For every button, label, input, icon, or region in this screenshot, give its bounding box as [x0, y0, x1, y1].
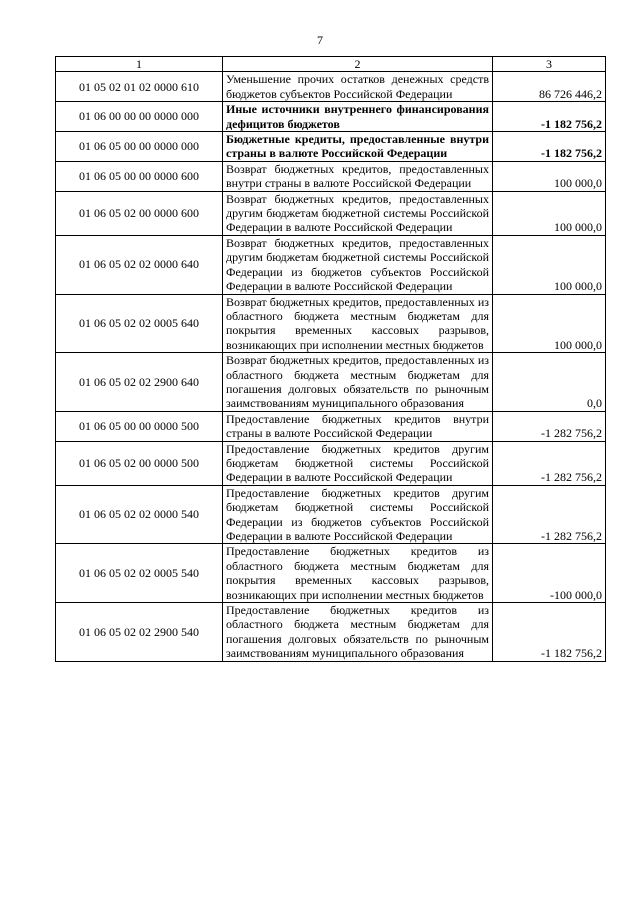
table-row [56, 161, 606, 191]
amount-cell: 100 000,0 [493, 294, 606, 353]
code-cell: 01 06 05 02 02 2900 640 [56, 353, 223, 412]
code-cell: 01 05 02 01 02 0000 610 [56, 72, 223, 102]
description-cell: Возврат бюджетных кредитов, предоставленных другим бюджетам бюджетной системы Российской Федерации в валюте Российской Федерации [223, 191, 493, 235]
column-header-code: 1 [56, 57, 223, 72]
amount-cell: -1 182 756,2 [493, 132, 606, 162]
description-cell: Предоставление бюджетных кредитов внутри страны в валюте Российской Федерации [223, 411, 493, 441]
code-cell: 01 06 05 02 02 2900 540 [56, 603, 223, 662]
amount-cell: 100 000,0 [493, 191, 606, 235]
amount-cell: -1 282 756,2 [493, 441, 606, 485]
description-cell: Предоставление бюджетных кредитов из областного бюджета местным бюджетам для покрытия временных кассовых разрывов, возникающих при исполнении местных бюджетов [223, 544, 493, 603]
code-cell: 01 06 05 02 00 0000 600 [56, 191, 223, 235]
amount-cell: -100 000,0 [493, 544, 606, 603]
description-cell: Возврат бюджетных кредитов, предоставленных из областного бюджета местным бюджетам для покрытия временных кассовых разрывов, возникающих при исполнении местных бюджетов [223, 294, 493, 353]
table-row [56, 411, 606, 441]
code-cell: 01 06 05 02 02 0005 540 [56, 544, 223, 603]
amount-cell: 86 726 446,2 [493, 72, 606, 102]
amount-cell: -1 182 756,2 [493, 102, 606, 132]
code-cell: 01 06 00 00 00 0000 000 [56, 102, 223, 132]
table-row [56, 353, 606, 412]
table-row [56, 132, 606, 162]
column-header-amount: 3 [493, 57, 606, 72]
code-cell: 01 06 05 02 02 0005 640 [56, 294, 223, 353]
table-row [56, 485, 606, 544]
amount-cell: -1 282 756,2 [493, 485, 606, 544]
table-row [56, 441, 606, 485]
page-number: 7 [317, 33, 323, 47]
table-row [56, 102, 606, 132]
description-cell: Возврат бюджетных кредитов, предоставленных другим бюджетам бюджетной системы Российской Федерации из бюджетов субъектов Российской Федерации в валюте Российской Федерации [223, 235, 493, 294]
amount-cell: 100 000,0 [493, 235, 606, 294]
amount-cell: 100 000,0 [493, 161, 606, 191]
amount-cell: -1 282 756,2 [493, 411, 606, 441]
table-header-row [56, 57, 606, 72]
description-cell: Предоставление бюджетных кредитов другим бюджетам бюджетной системы Российской Федерации из бюджетов субъектов Российской Федерации в валюте Российской Федерации [223, 485, 493, 544]
description-cell: Возврат бюджетных кредитов, предоставленных из областного бюджета местным бюджетам для погашения долговых обязательств по рыночным заимствованиям муниципального образования [223, 353, 493, 412]
code-cell: 01 06 05 00 00 0000 500 [56, 411, 223, 441]
description-cell: Предоставление бюджетных кредитов из областного бюджета местным бюджетам для погашения долговых обязательств по рыночным заимствованиям муниципального образования [223, 603, 493, 662]
amount-cell: 0,0 [493, 353, 606, 412]
code-cell: 01 06 05 02 02 0000 640 [56, 235, 223, 294]
table-row [56, 72, 606, 102]
column-header-description: 2 [223, 57, 493, 72]
table-row [56, 294, 606, 353]
table-row [56, 191, 606, 235]
table-row [56, 235, 606, 294]
table-row [56, 603, 606, 662]
table-row [56, 544, 606, 603]
description-cell: Бюджетные кредиты, предоставленные внутри страны в валюте Российской Федерации [223, 132, 493, 162]
amount-cell: -1 182 756,2 [493, 603, 606, 662]
code-cell: 01 06 05 00 00 0000 600 [56, 161, 223, 191]
description-cell: Уменьшение прочих остатков денежных средств бюджетов субъектов Российской Федерации [223, 72, 493, 102]
description-cell: Иные источники внутреннего финансирования дефицитов бюджетов [223, 102, 493, 132]
code-cell: 01 06 05 02 00 0000 500 [56, 441, 223, 485]
description-cell: Возврат бюджетных кредитов, предоставленных внутри страны в валюте Российской Федерации [223, 161, 493, 191]
code-cell: 01 06 05 00 00 0000 000 [56, 132, 223, 162]
code-cell: 01 06 05 02 02 0000 540 [56, 485, 223, 544]
budget-sources-table [55, 56, 606, 662]
description-cell: Предоставление бюджетных кредитов другим бюджетам бюджетной системы Российской Федерации в валюте Российской Федерации [223, 441, 493, 485]
